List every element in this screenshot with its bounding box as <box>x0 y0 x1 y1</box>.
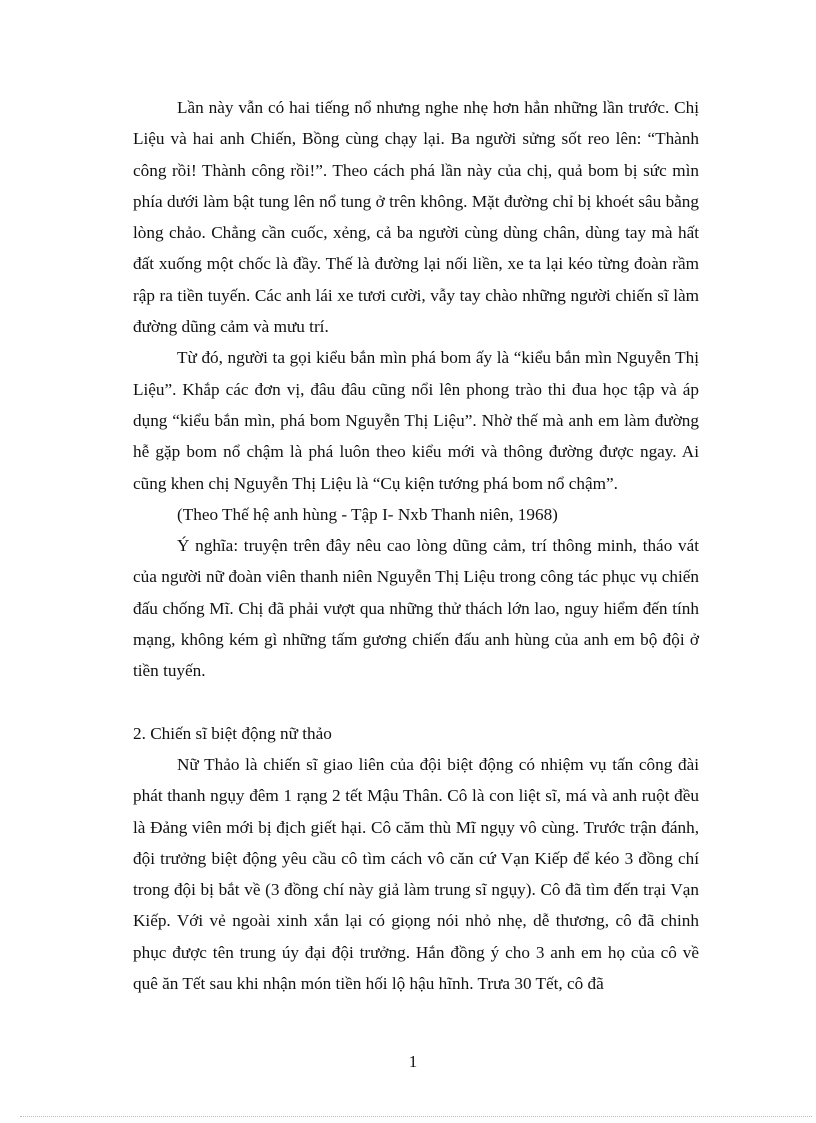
document-body <box>133 92 699 999</box>
section-heading: 2. Chiến sĩ biệt động nữ thảo <box>133 723 332 743</box>
body-paragraph: Lần này vẫn có hai tiếng nổ nhưng nghe nhẹ hơn hẳn những lần trước. Chị Liệu và hai anh Chiến, Bồng cùng chạy lại. Ba người sửng sốt reo lên: “Thành công rồi! Thành công rồi!”. Theo cách phá lần này của chị, quả bom bị sức mìn phía dưới làm bật tung lên nổ tung ở trên không. Mặt đường chỉ bị khoét sâu bằng lòng chảo. Chẳng cần cuốc, xẻng, cả ba người cùng dùng chân, dùng tay mà hất đất xuống một chốc là đầy. Thế là đường lại nối liền, xe ta lại kéo từng đoàn rầm rập ra tiền tuyến. Các anh lái xe tươi cười, vẫy tay chào những người chiến sĩ làm đường dũng cảm và mưu trí. <box>133 98 699 337</box>
body-paragraph: Ý nghĩa: truyện trên đây nêu cao lòng dũng cảm, trí thông minh, tháo vát của người nữ đoàn viên thanh niên Nguyễn Thị Liệu trong công tác phục vụ chiến đấu chống Mĩ. Chị đã phải vượt qua những thử thách lớn lao, nguy hiểm đến tính mạng, không kém gì những tấm gương chiến đấu anh hùng của anh em bộ đội ở tiền tuyến. <box>133 536 699 681</box>
body-paragraph: Từ đó, người ta gọi kiểu bắn mìn phá bom ấy là “kiểu bắn mìn Nguyễn Thị Liệu”. Khắp các đơn vị, đâu đâu cũng nổi lên phong trào thi đua học tập và áp dụng “kiểu bắn mìn, phá bom Nguyễn Thị Liệu”. Nhờ thế mà anh em làm đường hễ gặp bom nổ chậm là phá luôn theo kiểu mới và thông đường được ngay. Ai cũng khen chị Nguyễn Thị Liệu là “Cụ kiện tướng phá bom nổ chậm”. <box>133 348 699 493</box>
page-bottom-border <box>20 1116 812 1117</box>
page-number: 1 <box>408 1052 418 1071</box>
body-paragraph: Nữ Thảo là chiến sĩ giao liên của đội biệt động có nhiệm vụ tấn công đài phát thanh ngụy đêm 1 rạng 2 tết Mậu Thân. Cô là con liệt sĩ, má và anh ruột đều là Đảng viên mới bị địch giết hại. Cô căm thù Mĩ ngụy vô cùng. Trước trận đánh, đội trưởng biệt động yêu cầu cô tìm cách vô căn cứ Vạn Kiếp để kéo 3 đồng chí trong đội bị bắt về (3 đồng chí này giả làm trung sĩ ngụy). Cô đã tìm đến trại Vạn Kiếp. Với vẻ ngoài xinh xắn lại có giọng nói nhỏ nhẹ, dễ thương, cô đã chinh phục được tên trung úy đại đội trưởng. Hắn đồng ý cho 3 anh em họ của cô về quê ăn Tết sau khi nhận món tiền hối lộ hậu hĩnh. Trưa 30 Tết, cô đã <box>133 754 699 994</box>
source-citation: (Theo Thế hệ anh hùng - Tập I- Nxb Thanh niên, 1968) <box>177 504 558 524</box>
